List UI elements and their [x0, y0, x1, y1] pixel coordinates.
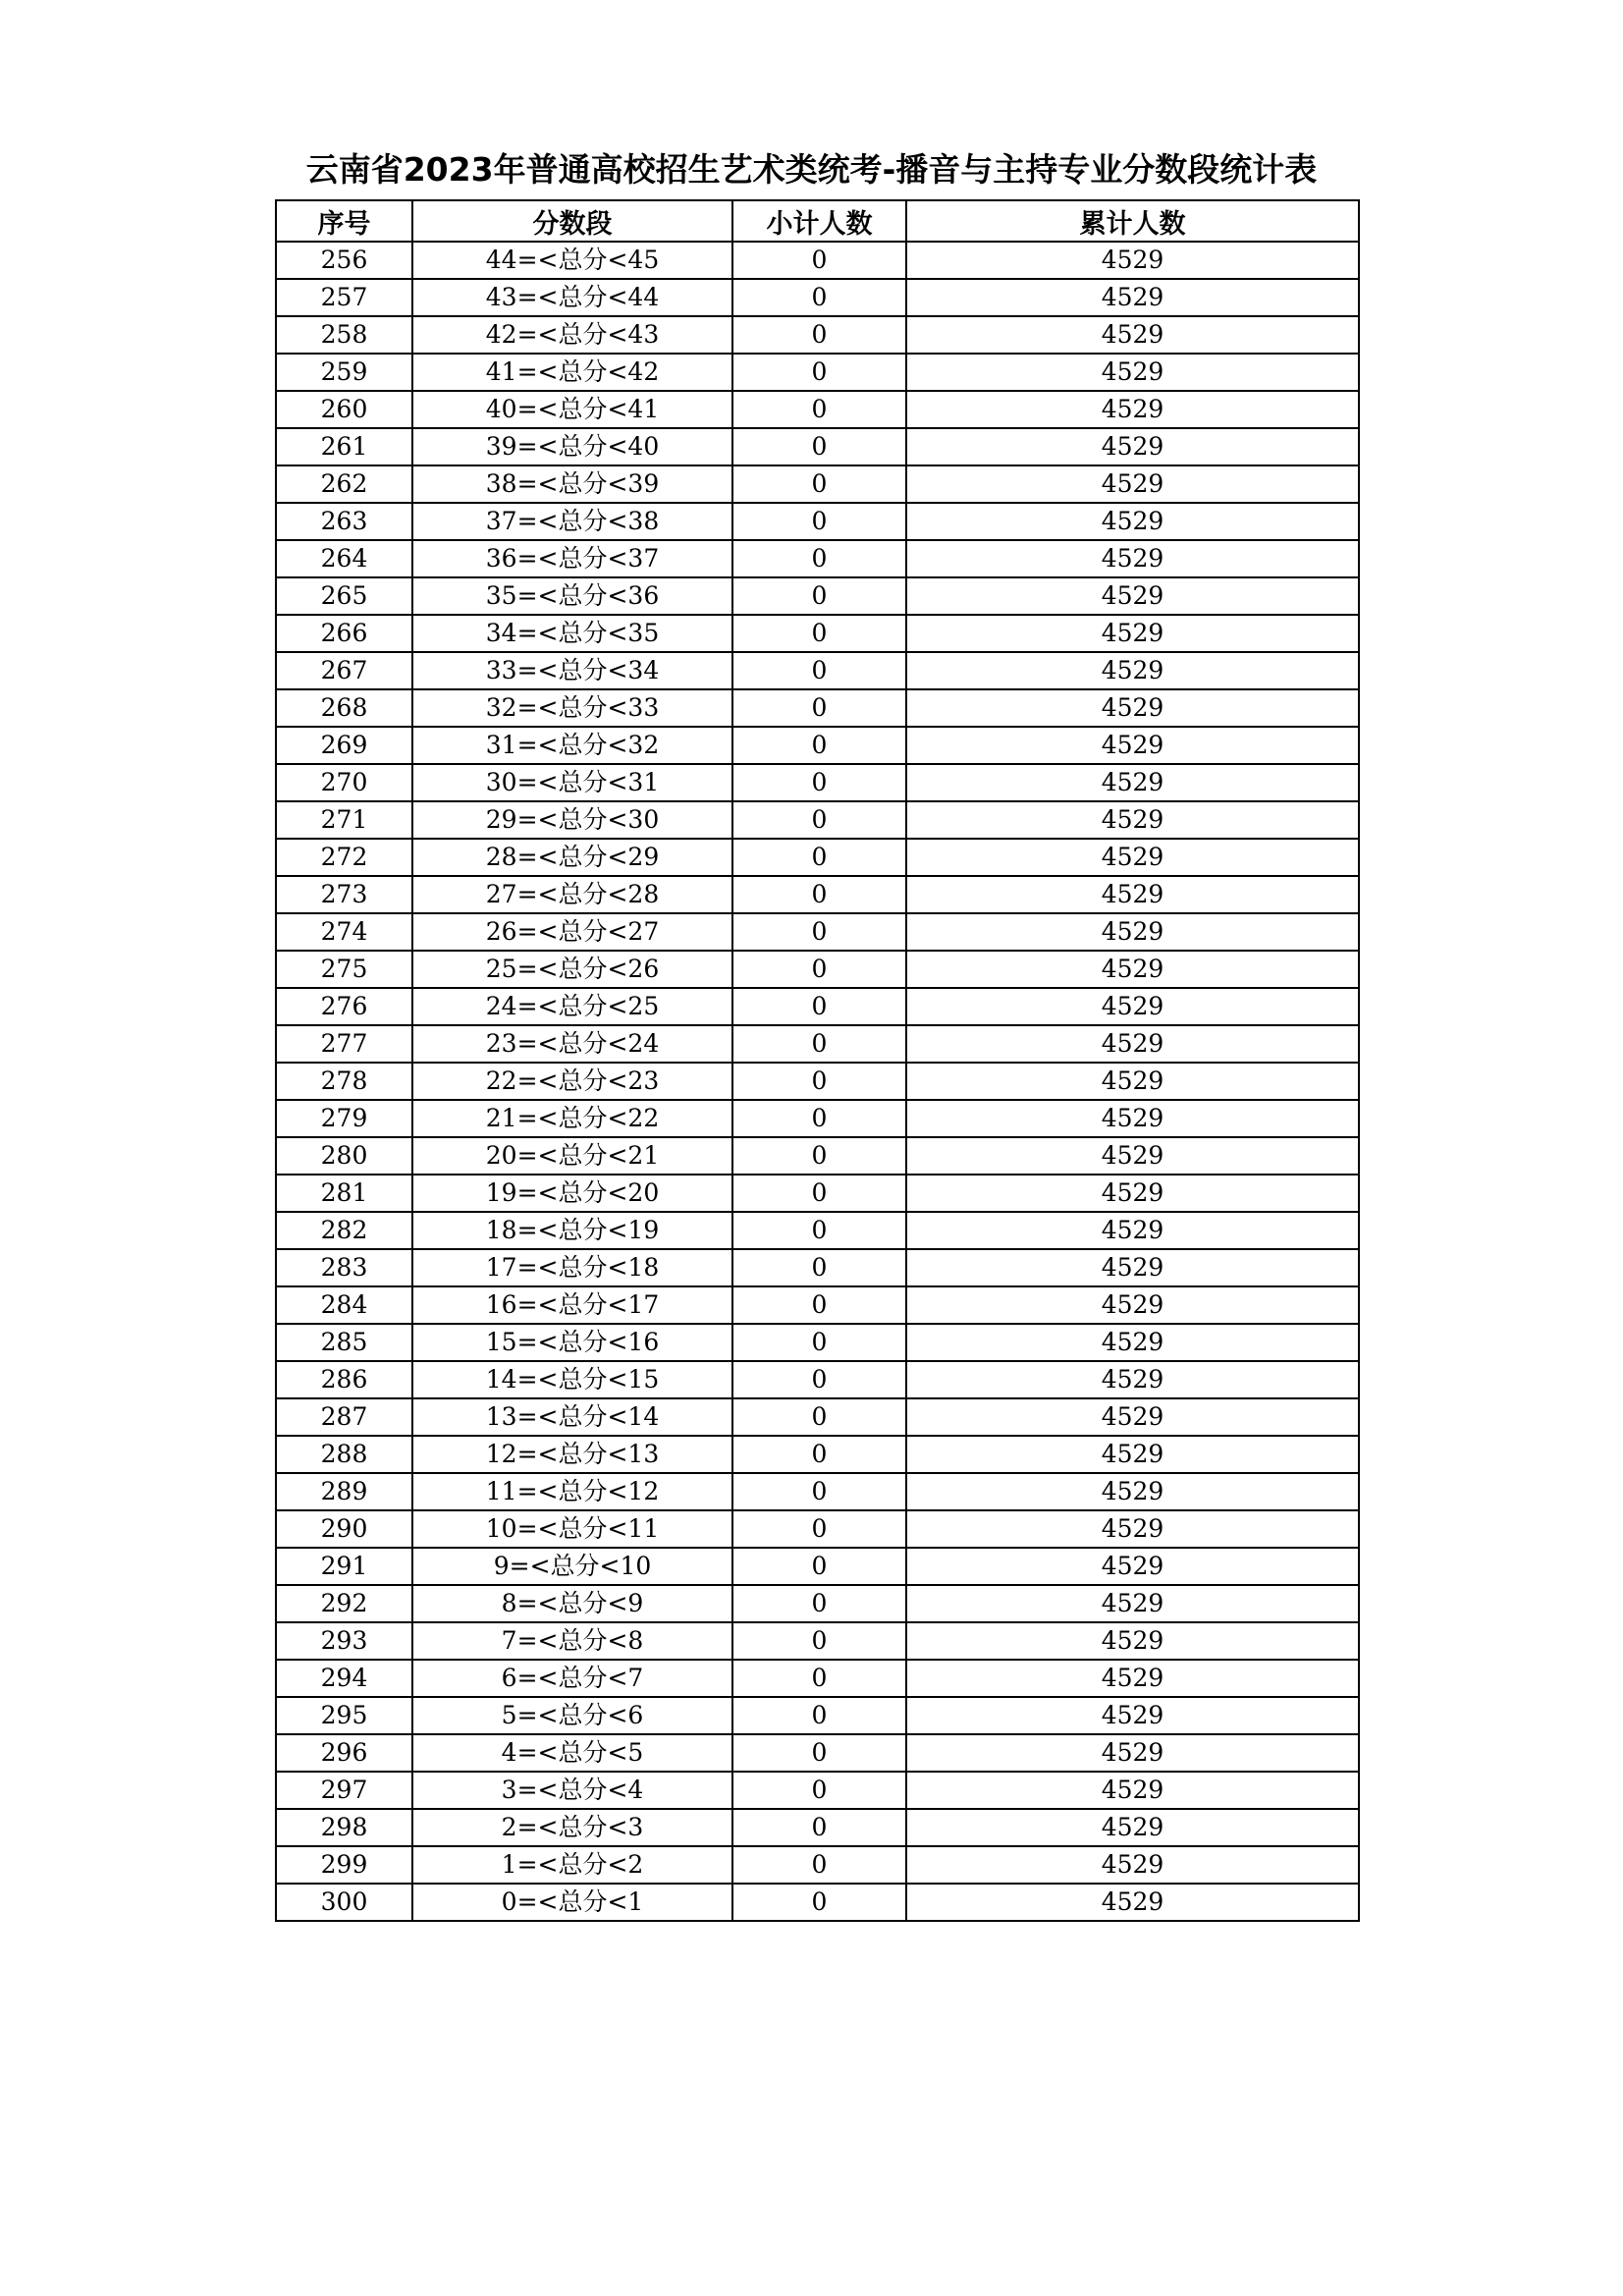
- header-score-range: 分数段: [412, 200, 732, 242]
- cell-cumulative: 4529: [906, 577, 1359, 615]
- cell-score-range: 13=<总分<14: [412, 1398, 732, 1436]
- cell-index: 276: [276, 988, 412, 1025]
- cell-score-range: 44=<总分<45: [412, 242, 732, 279]
- table-row: [276, 316, 1359, 354]
- cell-subtotal: 0: [732, 1212, 906, 1249]
- cell-index: 293: [276, 1622, 412, 1660]
- cell-subtotal: 0: [732, 354, 906, 391]
- table-row: [276, 951, 1359, 988]
- cell-score-range: 9=<总分<10: [412, 1548, 732, 1585]
- cell-cumulative: 4529: [906, 1249, 1359, 1286]
- header-cumulative: 累计人数: [906, 200, 1359, 242]
- cell-subtotal: 0: [732, 1697, 906, 1734]
- cell-subtotal: 0: [732, 1137, 906, 1175]
- header-subtotal: 小计人数: [732, 200, 906, 242]
- cell-cumulative: 4529: [906, 1175, 1359, 1212]
- cell-score-range: 15=<总分<16: [412, 1324, 732, 1361]
- cell-score-range: 25=<总分<26: [412, 951, 732, 988]
- cell-cumulative: 4529: [906, 1361, 1359, 1398]
- cell-subtotal: 0: [732, 1585, 906, 1622]
- cell-cumulative: 4529: [906, 689, 1359, 727]
- cell-index: 295: [276, 1697, 412, 1734]
- table-row: [276, 1361, 1359, 1398]
- cell-cumulative: 4529: [906, 913, 1359, 951]
- cell-index: 271: [276, 801, 412, 839]
- cell-subtotal: 0: [732, 913, 906, 951]
- cell-index: 291: [276, 1548, 412, 1585]
- cell-subtotal: 0: [732, 540, 906, 577]
- cell-score-range: 2=<总分<3: [412, 1809, 732, 1846]
- table-row: [276, 1398, 1359, 1436]
- table-row: [276, 465, 1359, 503]
- cell-index: 272: [276, 839, 412, 876]
- cell-subtotal: 0: [732, 1063, 906, 1100]
- cell-subtotal: 0: [732, 1510, 906, 1548]
- cell-index: 298: [276, 1809, 412, 1846]
- cell-subtotal: 0: [732, 1324, 906, 1361]
- cell-score-range: 10=<总分<11: [412, 1510, 732, 1548]
- cell-score-range: 29=<总分<30: [412, 801, 732, 839]
- cell-index: 294: [276, 1660, 412, 1697]
- table-row: [276, 1100, 1359, 1137]
- cell-cumulative: 4529: [906, 1324, 1359, 1361]
- cell-cumulative: 4529: [906, 1697, 1359, 1734]
- cell-index: 262: [276, 465, 412, 503]
- table-row: [276, 1286, 1359, 1324]
- cell-score-range: 20=<总分<21: [412, 1137, 732, 1175]
- table-row: [276, 1324, 1359, 1361]
- cell-score-range: 11=<总分<12: [412, 1473, 732, 1510]
- cell-cumulative: 4529: [906, 652, 1359, 689]
- table-row: [276, 1697, 1359, 1734]
- cell-score-range: 28=<总分<29: [412, 839, 732, 876]
- cell-index: 257: [276, 279, 412, 316]
- cell-index: 290: [276, 1510, 412, 1548]
- table-row: [276, 1846, 1359, 1884]
- cell-subtotal: 0: [732, 801, 906, 839]
- cell-index: 260: [276, 391, 412, 428]
- cell-score-range: 42=<总分<43: [412, 316, 732, 354]
- cell-index: 275: [276, 951, 412, 988]
- cell-subtotal: 0: [732, 1398, 906, 1436]
- table-row: [276, 1063, 1359, 1100]
- cell-subtotal: 0: [732, 1660, 906, 1697]
- cell-index: 282: [276, 1212, 412, 1249]
- cell-subtotal: 0: [732, 391, 906, 428]
- cell-subtotal: 0: [732, 1175, 906, 1212]
- table-row: [276, 913, 1359, 951]
- table-row: [276, 1025, 1359, 1063]
- table-row: [276, 1772, 1359, 1809]
- table-row: [276, 428, 1359, 465]
- cell-score-range: 41=<总分<42: [412, 354, 732, 391]
- cell-subtotal: 0: [732, 503, 906, 540]
- cell-subtotal: 0: [732, 951, 906, 988]
- cell-score-range: 6=<总分<7: [412, 1660, 732, 1697]
- cell-cumulative: 4529: [906, 354, 1359, 391]
- cell-cumulative: 4529: [906, 1884, 1359, 1921]
- cell-subtotal: 0: [732, 242, 906, 279]
- cell-index: 287: [276, 1398, 412, 1436]
- cell-index: 268: [276, 689, 412, 727]
- table-body: [276, 242, 1359, 1921]
- cell-cumulative: 4529: [906, 1734, 1359, 1772]
- cell-index: 273: [276, 876, 412, 913]
- cell-subtotal: 0: [732, 1473, 906, 1510]
- cell-subtotal: 0: [732, 727, 906, 764]
- cell-score-range: 12=<总分<13: [412, 1436, 732, 1473]
- table-row: [276, 1436, 1359, 1473]
- cell-index: 267: [276, 652, 412, 689]
- cell-cumulative: 4529: [906, 764, 1359, 801]
- cell-subtotal: 0: [732, 428, 906, 465]
- table-row: [276, 1622, 1359, 1660]
- cell-score-range: 1=<总分<2: [412, 1846, 732, 1884]
- cell-subtotal: 0: [732, 1025, 906, 1063]
- cell-score-range: 30=<总分<31: [412, 764, 732, 801]
- table-row: [276, 279, 1359, 316]
- cell-score-range: 17=<总分<18: [412, 1249, 732, 1286]
- table-row: [276, 615, 1359, 652]
- cell-subtotal: 0: [732, 652, 906, 689]
- table-row: [276, 727, 1359, 764]
- cell-cumulative: 4529: [906, 279, 1359, 316]
- table-row: [276, 242, 1359, 279]
- cell-index: 286: [276, 1361, 412, 1398]
- table-row: [276, 1249, 1359, 1286]
- cell-subtotal: 0: [732, 1249, 906, 1286]
- cell-index: 285: [276, 1324, 412, 1361]
- cell-subtotal: 0: [732, 839, 906, 876]
- cell-cumulative: 4529: [906, 1809, 1359, 1846]
- cell-index: 264: [276, 540, 412, 577]
- cell-subtotal: 0: [732, 1622, 906, 1660]
- cell-score-range: 36=<总分<37: [412, 540, 732, 577]
- cell-subtotal: 0: [732, 465, 906, 503]
- cell-cumulative: 4529: [906, 988, 1359, 1025]
- cell-subtotal: 0: [732, 1772, 906, 1809]
- cell-index: 265: [276, 577, 412, 615]
- cell-score-range: 5=<总分<6: [412, 1697, 732, 1734]
- cell-subtotal: 0: [732, 615, 906, 652]
- cell-score-range: 40=<总分<41: [412, 391, 732, 428]
- cell-subtotal: 0: [732, 316, 906, 354]
- table-row: [276, 801, 1359, 839]
- cell-subtotal: 0: [732, 1286, 906, 1324]
- cell-subtotal: 0: [732, 988, 906, 1025]
- cell-cumulative: 4529: [906, 1436, 1359, 1473]
- cell-index: 256: [276, 242, 412, 279]
- cell-index: 266: [276, 615, 412, 652]
- cell-cumulative: 4529: [906, 1548, 1359, 1585]
- cell-subtotal: 0: [732, 1548, 906, 1585]
- cell-index: 259: [276, 354, 412, 391]
- table-row: [276, 1884, 1359, 1921]
- cell-score-range: 22=<总分<23: [412, 1063, 732, 1100]
- table-row: [276, 1137, 1359, 1175]
- header-index: 序号: [276, 200, 412, 242]
- cell-subtotal: 0: [732, 577, 906, 615]
- cell-cumulative: 4529: [906, 1846, 1359, 1884]
- cell-cumulative: 4529: [906, 1510, 1359, 1548]
- cell-cumulative: 4529: [906, 503, 1359, 540]
- cell-cumulative: 4529: [906, 1585, 1359, 1622]
- cell-score-range: 33=<总分<34: [412, 652, 732, 689]
- cell-score-range: 4=<总分<5: [412, 1734, 732, 1772]
- cell-cumulative: 4529: [906, 1063, 1359, 1100]
- cell-score-range: 35=<总分<36: [412, 577, 732, 615]
- table-row: [276, 1734, 1359, 1772]
- cell-cumulative: 4529: [906, 540, 1359, 577]
- cell-index: 299: [276, 1846, 412, 1884]
- cell-subtotal: 0: [732, 1884, 906, 1921]
- cell-score-range: 27=<总分<28: [412, 876, 732, 913]
- cell-score-range: 14=<总分<15: [412, 1361, 732, 1398]
- cell-index: 261: [276, 428, 412, 465]
- cell-cumulative: 4529: [906, 1100, 1359, 1137]
- cell-score-range: 18=<总分<19: [412, 1212, 732, 1249]
- cell-score-range: 31=<总分<32: [412, 727, 732, 764]
- table-row: [276, 1809, 1359, 1846]
- cell-score-range: 3=<总分<4: [412, 1772, 732, 1809]
- table-row: [276, 1585, 1359, 1622]
- cell-index: 263: [276, 503, 412, 540]
- cell-index: 278: [276, 1063, 412, 1100]
- cell-index: 258: [276, 316, 412, 354]
- cell-score-range: 34=<总分<35: [412, 615, 732, 652]
- table-row: [276, 876, 1359, 913]
- cell-cumulative: 4529: [906, 727, 1359, 764]
- table-row: [276, 689, 1359, 727]
- cell-score-range: 19=<总分<20: [412, 1175, 732, 1212]
- cell-score-range: 7=<总分<8: [412, 1622, 732, 1660]
- cell-score-range: 43=<总分<44: [412, 279, 732, 316]
- cell-subtotal: 0: [732, 1846, 906, 1884]
- table-row: [276, 1212, 1359, 1249]
- table-row: [276, 1548, 1359, 1585]
- cell-score-range: 32=<总分<33: [412, 689, 732, 727]
- cell-subtotal: 0: [732, 1809, 906, 1846]
- cell-cumulative: 4529: [906, 428, 1359, 465]
- cell-cumulative: 4529: [906, 615, 1359, 652]
- cell-index: 279: [276, 1100, 412, 1137]
- cell-subtotal: 0: [732, 1100, 906, 1137]
- table-header-row: [276, 200, 1359, 242]
- cell-score-range: 23=<总分<24: [412, 1025, 732, 1063]
- cell-cumulative: 4529: [906, 1622, 1359, 1660]
- table-row: [276, 1473, 1359, 1510]
- cell-score-range: 26=<总分<27: [412, 913, 732, 951]
- table-row: [276, 354, 1359, 391]
- cell-index: 296: [276, 1734, 412, 1772]
- cell-cumulative: 4529: [906, 465, 1359, 503]
- cell-cumulative: 4529: [906, 876, 1359, 913]
- cell-cumulative: 4529: [906, 1025, 1359, 1063]
- table-row: [276, 1175, 1359, 1212]
- table-row: [276, 577, 1359, 615]
- cell-score-range: 16=<总分<17: [412, 1286, 732, 1324]
- cell-score-range: 8=<总分<9: [412, 1585, 732, 1622]
- cell-index: 277: [276, 1025, 412, 1063]
- cell-cumulative: 4529: [906, 1398, 1359, 1436]
- cell-index: 270: [276, 764, 412, 801]
- cell-cumulative: 4529: [906, 242, 1359, 279]
- cell-score-range: 0=<总分<1: [412, 1884, 732, 1921]
- table-row: [276, 652, 1359, 689]
- cell-cumulative: 4529: [906, 801, 1359, 839]
- cell-cumulative: 4529: [906, 839, 1359, 876]
- cell-score-range: 39=<总分<40: [412, 428, 732, 465]
- cell-subtotal: 0: [732, 689, 906, 727]
- table-row: [276, 1510, 1359, 1548]
- table-row: [276, 1660, 1359, 1697]
- cell-subtotal: 0: [732, 1734, 906, 1772]
- table-row: [276, 391, 1359, 428]
- cell-cumulative: 4529: [906, 1286, 1359, 1324]
- cell-index: 284: [276, 1286, 412, 1324]
- cell-index: 289: [276, 1473, 412, 1510]
- cell-subtotal: 0: [732, 764, 906, 801]
- table-row: [276, 503, 1359, 540]
- cell-index: 300: [276, 1884, 412, 1921]
- cell-cumulative: 4529: [906, 951, 1359, 988]
- cell-index: 269: [276, 727, 412, 764]
- score-distribution-table: [275, 199, 1360, 1922]
- cell-cumulative: 4529: [906, 1660, 1359, 1697]
- cell-score-range: 37=<总分<38: [412, 503, 732, 540]
- cell-score-range: 24=<总分<25: [412, 988, 732, 1025]
- cell-subtotal: 0: [732, 1361, 906, 1398]
- cell-index: 280: [276, 1137, 412, 1175]
- table-row: [276, 839, 1359, 876]
- table-row: [276, 764, 1359, 801]
- cell-cumulative: 4529: [906, 1473, 1359, 1510]
- cell-cumulative: 4529: [906, 1137, 1359, 1175]
- cell-index: 288: [276, 1436, 412, 1473]
- cell-cumulative: 4529: [906, 391, 1359, 428]
- cell-subtotal: 0: [732, 1436, 906, 1473]
- cell-cumulative: 4529: [906, 1212, 1359, 1249]
- table-row: [276, 540, 1359, 577]
- cell-index: 292: [276, 1585, 412, 1622]
- cell-cumulative: 4529: [906, 316, 1359, 354]
- cell-score-range: 21=<总分<22: [412, 1100, 732, 1137]
- document-title: 云南省2023年普通高校招生艺术类统考-播音与主持专业分数段统计表: [305, 150, 1318, 189]
- cell-index: 297: [276, 1772, 412, 1809]
- cell-index: 274: [276, 913, 412, 951]
- cell-subtotal: 0: [732, 279, 906, 316]
- cell-cumulative: 4529: [906, 1772, 1359, 1809]
- cell-index: 283: [276, 1249, 412, 1286]
- cell-index: 281: [276, 1175, 412, 1212]
- cell-subtotal: 0: [732, 876, 906, 913]
- cell-score-range: 38=<总分<39: [412, 465, 732, 503]
- table-row: [276, 988, 1359, 1025]
